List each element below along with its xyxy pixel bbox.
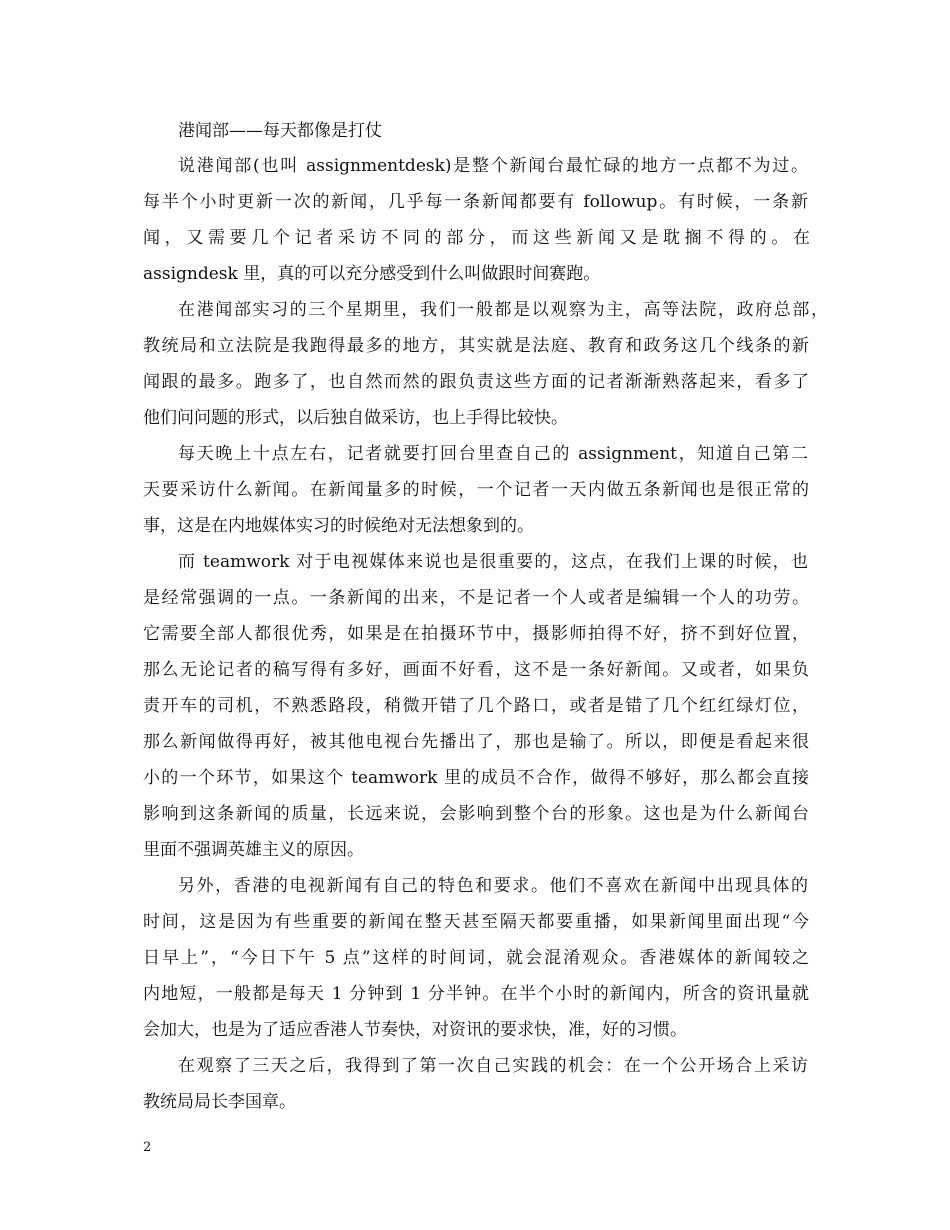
paragraph-line: 另外，香港的电视新闻有自己的特色和要求。他们不喜欢在新闻中出现具体的 (178, 876, 808, 896)
paragraph-line: 他们问问题的形式，以后独自做采访，也上手得比较快。 (143, 408, 568, 428)
paragraph-line: 那么无论记者的稿写得有多好，画面不好看，这不是一条好新闻。又或者，如果负 (143, 660, 809, 680)
paragraph-line: 教统局局长李国章。 (143, 1092, 296, 1112)
article-title: 港闻部——每天都像是打仗 (178, 121, 382, 141)
paragraph-line: 天要采访什么新闻。在新闻量多的时候，一个记者一天内做五条新闻也是很正常的 (143, 480, 809, 500)
page-number: 2 (143, 1140, 152, 1155)
paragraph-line: 闻，又需要几个记者采访不同的部分，而这些新闻又是耽搁不得的。在 (143, 228, 810, 248)
paragraph-line: 每天晚上十点左右，记者就要打回台里查自己的 assignment，知道自己第二 (178, 444, 808, 464)
paragraph-line: 是经常强调的一点。一条新闻的出来，不是记者一个人或者是编辑一个人的功劳。 (143, 588, 809, 608)
paragraph-line: 教统局和立法院是我跑得最多的地方，其实就是法庭、教育和政务这几个线条的新 (143, 336, 809, 356)
paragraph-line: 影响到这条新闻的质量，长远来说，会影响到整个台的形象。这也是为什么新闻台 (143, 804, 809, 824)
paragraph-line: 说港闻部(也叫 assignmentdesk)是整个新闻台最忙碌的地方一点都不为过。 (178, 156, 808, 176)
paragraph-line: 在观察了三天之后，我得到了第一次自己实践的机会：在一个公开场合上采访 (178, 1056, 808, 1076)
paragraph-line: 会加大，也是为了适应香港人节奏快，对资讯的要求快，准，好的习惯。 (143, 1020, 687, 1040)
paragraph-line: 时间，这是因为有些重要的新闻在整天甚至隔天都要重播，如果新闻里面出现“今 (143, 912, 809, 932)
paragraph-line: 闻跟的最多。跑多了，也自然而然的跟负责这些方面的记者渐渐熟落起来，看多了 (143, 372, 809, 392)
paragraph-line: 里面不强调英雄主义的原因。 (143, 840, 364, 860)
paragraph-line: 小的一个环节，如果这个 teamwork 里的成员不合作，做得不够好，那么都会直接 (143, 768, 809, 788)
paragraph-line: 在港闻部实习的三个星期里，我们一般都是以观察为主，高等法院，政府总部， (178, 300, 828, 320)
paragraph-line: 而 teamwork 对于电视媒体来说也是很重要的，这点，在我们上课的时候，也 (178, 552, 808, 572)
paragraph-line: 每半个小时更新一次的新闻，几乎每一条新闻都要有 followup。有时候，一条新 (143, 192, 808, 212)
paragraph-line: 责开车的司机，不熟悉路段，稍微开错了几个路口，或者是错了几个红红绿灯位， (143, 696, 809, 716)
paragraph-line: 事，这是在内地媒体实习的时候绝对无法想象到的。 (143, 516, 534, 536)
paragraph-line: 那么新闻做得再好，被其他电视台先播出了，那也是输了。所以，即便是看起来很 (143, 732, 809, 752)
paragraph-line: 它需要全部人都很优秀，如果是在拍摄环节中，摄影师拍得不好，挤不到好位置， (143, 624, 809, 644)
paragraph-line: 日早上”，“今日下午 5 点”这样的时间词，就会混淆观众。香港媒体的新闻较之 (143, 948, 809, 968)
paragraph-line: assigndesk 里，真的可以充分感受到什么叫做跟时间赛跑。 (143, 264, 601, 284)
paragraph-line: 内地短，一般都是每天 1 分钟到 1 分半钟。在半个小时的新闻内，所含的资讯量就 (143, 984, 809, 1004)
